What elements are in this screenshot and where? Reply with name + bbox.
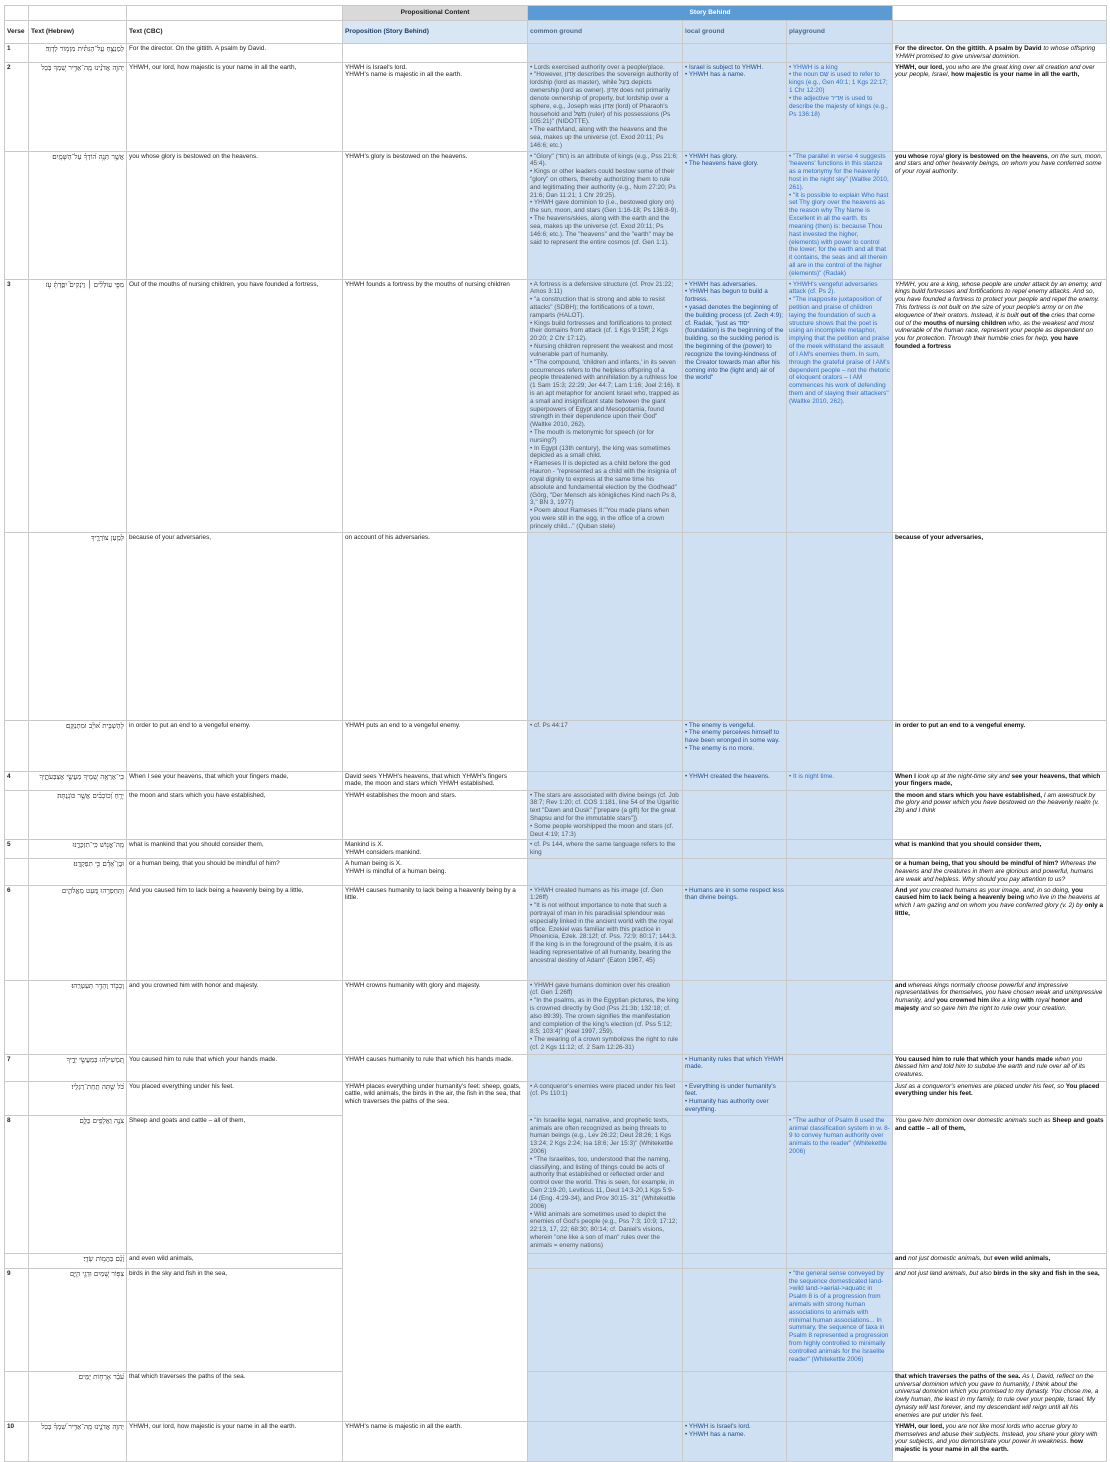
- proposition-cell[interactable]: David sees YHWH's heavens, that which YHWH's fingers made, the moon and stars which YHWH established.: [343, 771, 528, 790]
- cbc-text-cell[interactable]: because of your adversaries,: [127, 532, 343, 720]
- verse-cell[interactable]: 4: [5, 771, 29, 790]
- local-ground-cell[interactable]: • YHWH has adversaries. • YHWH has begun to build a fortress. • yasad denotes the beginning of the building process (cf. Zech 4:9); cf. Radak, "just as יסוד (foundation) is the beginning of the building, so the suckling period is the beginning of the (power) to recognize the loving-kindness of the Creator towards man after his coming into the (light and) air of the world": [683, 279, 787, 532]
- proposition-cell[interactable]: on account of his adversaries.: [343, 532, 528, 720]
- story-cell[interactable]: that which traverses the paths of the sea. As I, David, reflect on the universal dominion which you gave to humanity, I think about the universal dominion which you promised to my dynasty. You chose me, a lowly human, the least in my family, to rule over your people, Israel. My dynasty will last forever, and my descendant will reign until all his enemies are put under his feet.: [893, 1371, 1107, 1421]
- common-ground-cell[interactable]: [528, 532, 683, 720]
- hebrew-text-cell[interactable]: כֹּ֝ל שַׁ֣תָּה תַֽחַת־רַגְלָֽיו׃: [29, 1081, 127, 1115]
- common-ground-cell[interactable]: [528, 1268, 683, 1371]
- header-cbc[interactable]: Text (CBC): [127, 21, 343, 44]
- playground-cell[interactable]: [787, 980, 893, 1054]
- verse-cell[interactable]: [5, 790, 29, 840]
- story-cell[interactable]: because of your adversaries,: [893, 532, 1107, 720]
- hebrew-text-cell[interactable]: לְמַ֥עַן צוֹרְרֶ֑יךָ: [29, 532, 127, 720]
- hebrew-text-cell[interactable]: יְהוָ֥ה אֲדֹנֵ֑ינוּ מָֽה־אַדִּ֥יר שִׁ֝מְךָ֗ בְּכָל: [29, 1421, 127, 1461]
- hebrew-text-cell[interactable]: וּבֶן־אָ֝דָ֗ם כִּ֣י תִפְקְדֶֽנּוּ׃: [29, 859, 127, 885]
- story-cell[interactable]: Just as a conqueror's enemies are placed under his feet, so You placed everything under his feet.: [893, 1081, 1107, 1115]
- table-row: [5, 1268, 1107, 1371]
- common-ground-cell[interactable]: [528, 1253, 683, 1268]
- story-cell[interactable]: and whereas kings normally choose powerful and impressive representatives for themselves, you have chosen weak and unimpressive humanity, and you crowned him like a king with royal honor and majesty and so gave him the right to rule over your creation.: [893, 980, 1107, 1054]
- local-ground-cell[interactable]: • Humanity rules that which YHWH made.: [683, 1054, 787, 1081]
- column-header-row: [5, 21, 1107, 44]
- local-ground-cell[interactable]: • Humans are in some respect less than divine beings.: [683, 885, 787, 980]
- common-ground-cell[interactable]: • The stars are associated with divine beings (cf. Job 38:7; Rev 1:20; cf. COS 1:181, line 54 of the Ugaritic text "Dawn and Dusk" ["prepare (a gift) for the great Shapsu and for the immutable stars"]) • Some people worshipped the moon and stars (cf. Deut 4:19; 17:3): [528, 790, 683, 840]
- table-row: [5, 279, 1107, 532]
- band-empty-cell: [893, 6, 1107, 21]
- header-proposition[interactable]: Proposition (Story Behind): [343, 21, 528, 44]
- story-cell[interactable]: YHWH, our lord, you who are the great king over all creation and over your people, Israel, how majestic is your name in all the earth,: [893, 62, 1107, 151]
- playground-cell[interactable]: • "The author of Psalm 8 used the animal classification system in w. 8-9 to convey human authority over animals to the reader" (Whitekettle 2006): [787, 1115, 893, 1253]
- band-story-behind[interactable]: Story Behind: [528, 6, 893, 21]
- proposition-cell[interactable]: Mankind is X. YHWH considers mankind.: [343, 840, 528, 859]
- verse-cell[interactable]: 10: [5, 1421, 29, 1461]
- verse-cell[interactable]: 6: [5, 885, 29, 980]
- cbc-text-cell[interactable]: and you crowned him with honor and majesty.: [127, 980, 343, 1054]
- local-ground-cell[interactable]: [683, 1268, 787, 1371]
- table-row: [5, 151, 1107, 279]
- local-ground-cell[interactable]: • YHWH created the heavens.: [683, 771, 787, 790]
- common-ground-cell[interactable]: [528, 44, 683, 63]
- proposition-cell[interactable]: YHWH puts an end to a vengeful enemy.: [343, 720, 528, 771]
- cbc-text-cell[interactable]: YHWH, our lord, how majestic is your name in all the earth.: [127, 1421, 343, 1461]
- playground-cell[interactable]: • "The parallel in verse 4 suggests 'heavens' functions in this stanza as a metonymy for the heavenly host in the night sky" (Waltke 2010, 261). • "It is possible to explain Who hast set Thy glory over the heavens as the reason why Thy Name is Excellent in all the earth. Its meaning (then) is: because Thou hast invested the higher, (elements) with power to control the lower; for the earth and all that it contains, the seas and all therein all are in the control of the higher (elements)" (Radak): [787, 151, 893, 279]
- local-ground-cell[interactable]: [683, 1115, 787, 1253]
- proposition-cell[interactable]: YHWH places everything under humanity's feet: sheep, goats, cattle, wild animals, the birds in the air, the fish in the sea, that which traverses the paths of the sea.: [343, 1081, 528, 1421]
- table-row: [5, 1253, 1107, 1268]
- proposition-cell[interactable]: YHWH causes humanity to rule that which his hands made.: [343, 1054, 528, 1081]
- common-ground-cell[interactable]: [528, 859, 683, 885]
- table-row: [5, 1371, 1107, 1421]
- proposition-cell[interactable]: A human being is X. YHWH is mindful of a human being.: [343, 859, 528, 885]
- verse-cell[interactable]: 5: [5, 840, 29, 859]
- verse-cell[interactable]: [5, 532, 29, 720]
- playground-cell[interactable]: [787, 1371, 893, 1421]
- cbc-text-cell[interactable]: in order to put an end to a vengeful enemy.: [127, 720, 343, 771]
- local-ground-cell[interactable]: [683, 44, 787, 63]
- local-ground-cell[interactable]: • Everything is under humanity's feet. • Humanity has authority over everything.: [683, 1081, 787, 1115]
- playground-cell[interactable]: [787, 44, 893, 63]
- table-row: [5, 885, 1107, 980]
- local-ground-cell[interactable]: • The enemy is vengeful. • The enemy perceives himself to have been wronged in some way. • The enemy is no more.: [683, 720, 787, 771]
- table-row: [5, 980, 1107, 1054]
- proposition-cell[interactable]: YHWH's glory is bestowed on the heavens.: [343, 151, 528, 279]
- verse-cell[interactable]: [5, 1371, 29, 1421]
- cbc-text-cell[interactable]: When I see your heavens, that which your fingers made,: [127, 771, 343, 790]
- table-row: [5, 1115, 1107, 1253]
- table-row: [5, 790, 1107, 840]
- hebrew-text-cell[interactable]: וְכָב֖וֹד וְהָדָ֣ר תְּעַטְּרֵֽהוּ׃: [29, 980, 127, 1054]
- hebrew-text-cell[interactable]: יָרֵ֥חַ וְ֝כוֹכָבִ֗ים אֲשֶׁ֣ר כּוֹנָֽנְתָּה׃: [29, 790, 127, 840]
- verse-cell[interactable]: 3: [5, 279, 29, 532]
- common-ground-cell[interactable]: • "Glory" (הוֹד) is an attribute of kings (e.g., Pss 21:6; 45:4). • Kings or other leaders could bestow some of their "glory" on others, thereby authorizing them to rule and legitimating their authority (e.g., Num 27:20; Ps 21:6; Dan 11:21; 1 Chr 29:25). • YHWH gave dominion to (i.e., bestowed glory on) the sun, moon, and stars (Gen 1:16-18; Ps 136:8-9). • The heavens/skies, along with the earth and the sea, makes up the universe (cf. Exod 20:11; Ps 146:6; etc.). The "heavens" and the "earth" may be said to represent the entire cosmos (cf. Gen 1:1).: [528, 151, 683, 279]
- cbc-text-cell[interactable]: that which traverses the paths of the sea.: [127, 1371, 343, 1421]
- hebrew-text-cell[interactable]: צֹנֶ֣ה וַאֲלָפִ֣ים כֻּלָּ֑ם: [29, 1115, 127, 1253]
- table-row: [5, 532, 1107, 720]
- story-cell[interactable]: or a human being, that you should be mindful of him? Whereas the heavens and the creatures in them are glorious and powerful, humans are weak and helpless. Why should you pay attention to us?: [893, 859, 1107, 885]
- verse-cell[interactable]: 7: [5, 1054, 29, 1081]
- cbc-text-cell[interactable]: YHWH, our lord, how majestic is your name in all the earth,: [127, 62, 343, 151]
- story-cell[interactable]: You caused him to rule that which your hands made when you blessed him and told him to subdue the earth and rule over all of its creatures.: [893, 1054, 1107, 1081]
- header-hebrew[interactable]: Text (Hebrew): [29, 21, 127, 44]
- local-ground-cell[interactable]: [683, 1371, 787, 1421]
- local-ground-cell[interactable]: • YHWH has glory. • The heavens have glory.: [683, 151, 787, 279]
- header-local-ground[interactable]: local ground: [683, 21, 787, 44]
- hebrew-text-cell[interactable]: וַתְּחַסְּרֵ֣הוּ מְּ֭עַט מֵאֱלֹהִ֑ים: [29, 885, 127, 980]
- common-ground-cell[interactable]: • YHWH gave humans dominion over his creation (cf. Gen 1:26ff) • "In the psalms, as in the Egyptian pictures, the king is crowned directly by God (Pss 21:3b; 132:18; cf. also 89:39). The crown signifies the manifestation and completion of the king's election (cf. Pss 5:12; 8:5; 103:4)" (Keel 1997, 259). • The wearing of a crown symbolizes the right to rule (cf. 2 Kgs 11:12; cf. 2 Sam 12:26-31): [528, 980, 683, 1054]
- cbc-text-cell[interactable]: You caused him to rule that which your hands made.: [127, 1054, 343, 1081]
- band-empty-cell: [127, 6, 343, 21]
- table-row: [5, 1081, 1107, 1115]
- spreadsheet-table: [4, 5, 1107, 1462]
- band-empty-cell: [5, 6, 29, 21]
- table-row: [5, 1421, 1107, 1461]
- cbc-text-cell[interactable]: Sheep and goats and cattle – all of them,: [127, 1115, 343, 1253]
- header-playground[interactable]: playground: [787, 21, 893, 44]
- hebrew-text-cell[interactable]: לְהַשְׁבִּ֥ית א֝וֹיֵ֗ב וּמִתְנַקֵּֽם׃: [29, 720, 127, 771]
- story-cell[interactable]: When I look up at the night-time sky and see your heavens, that which your fingers made,: [893, 771, 1107, 790]
- story-cell[interactable]: what is mankind that you should consider them,: [893, 840, 1107, 859]
- story-cell[interactable]: YHWH, our lord, you are not like most lords who accrue glory to themselves and abuse their subjects. Instead, you share your glory with your subjects, and you demonstrate your power in weakness. how majestic is your name in all the earth.: [893, 1421, 1107, 1461]
- common-ground-cell[interactable]: • "In Israelite legal, narrative, and prophetic texts, animals are often recognized as being threats to human beings (e.g., Lev 26:22; Deut 28:26; 1 Kgs 13:24; 2 Kgs 2:24; Isa 18:6; Jer 15:3)" (Whitekettle 2006) • "The Israelites, too, understood that the naming, classifying, and listing of things could be acts of authority that established or reflected order and control over the world. This is seen, for example, in Gen 2:19-20, Leviticus 11, Deut 14:3-20,1 Kgs 5:9-14 (Eng. 4:29-34), and Prov 30:15- 31" (Whitekettle 2006) • Wild animals are sometimes used to depict the enemies of God's people (e.g., Pss 7:3; 10:9; 17:12; 22:13, 17, 22; 68:30; 80:14; cf. Daniel's visions, wherein "one like a son of man" rules over the animals = enemy nations): [528, 1115, 683, 1253]
- playground-cell[interactable]: [787, 840, 893, 859]
- common-ground-cell[interactable]: [528, 1371, 683, 1421]
- header-common-ground[interactable]: common ground: [528, 21, 683, 44]
- verse-cell[interactable]: 8: [5, 1115, 29, 1253]
- story-cell[interactable]: and not just land animals, but also birds in the sky and fish in the sea,: [893, 1268, 1107, 1371]
- verse-cell[interactable]: 1: [5, 44, 29, 63]
- proposition-cell[interactable]: YHWH is Israel's lord. YHWH's name is majestic in all the earth.: [343, 62, 528, 151]
- table-row: [5, 720, 1107, 771]
- verse-cell[interactable]: [5, 980, 29, 1054]
- table-row: [5, 44, 1107, 63]
- header-verse[interactable]: Verse: [5, 21, 29, 44]
- story-cell[interactable]: the moon and stars which you have established, I am awestruck by the glory and power which you have bestowed on the heavenly realm (v. 2b) and I think: [893, 790, 1107, 840]
- table-row: [5, 62, 1107, 151]
- verse-cell[interactable]: [5, 720, 29, 771]
- verse-cell[interactable]: [5, 151, 29, 279]
- common-ground-cell[interactable]: [528, 771, 683, 790]
- story-cell[interactable]: you whose royal glory is bestowed on the heavens, on the sun, moon, and stars and other heavenly beings, on whom you have conferred some of your royal authority.: [893, 151, 1107, 279]
- band-propositional-content[interactable]: Propositional Content: [343, 6, 528, 21]
- common-ground-cell[interactable]: • YHWH created humans as his image (cf. Gen 1:26ff) • "It is not without importance to note that such a portrayal of man in his paradisial splendour was especially linked in the ancient world with the royal office. Ezekiel was familiar with this practice in Phoenicia, Ezek. 28:12f; cf. Pss. 72:9; 80:17; 144:3. If the king is in the foreground of the psalm, it is as leading representative of all humanity, bearing the ancestral destiny of Adam" (Eaton 1967, 45): [528, 885, 683, 980]
- verse-cell[interactable]: 9: [5, 1268, 29, 1371]
- common-ground-cell[interactable]: • A conqueror's enemies were placed under his feet (cf. Ps 110:1): [528, 1081, 683, 1115]
- table-row: [5, 771, 1107, 790]
- hebrew-text-cell[interactable]: עֹ֝בֵ֗ר אָרְח֥וֹת יַמִּֽים׃: [29, 1371, 127, 1421]
- local-ground-cell[interactable]: • Israel is subject to YHWH. • YHWH has a name.: [683, 62, 787, 151]
- table-row: [5, 840, 1107, 859]
- common-ground-cell[interactable]: • cf. Ps 44:17: [528, 720, 683, 771]
- proposition-cell[interactable]: YHWH crowns humanity with glory and majesty.: [343, 980, 528, 1054]
- cbc-text-cell[interactable]: you whose glory is bestowed on the heavens.: [127, 151, 343, 279]
- playground-cell[interactable]: [787, 1421, 893, 1461]
- header-story[interactable]: [893, 21, 1107, 44]
- hebrew-text-cell[interactable]: צִפּ֣וֹר שָׁ֭מַיִם וּדְגֵ֣י הַיָּ֑ם: [29, 1268, 127, 1371]
- hebrew-text-cell[interactable]: מִפִּ֤י עֽוֹלְלִ֨ים ׀ וְֽיֹנְקִים֮ יִסַּ֪דְתָּ֫ עֹ֥ז: [29, 279, 127, 532]
- common-ground-cell[interactable]: • A fortress is a defensive structure (cf. Prov 21:22; Amos 3:11) • "a construction that is strong and able to resist attacks" (SDBH); the fortifications of a town, ramparts (HALOT). • Kings build fortresses and fortifications to protect their domains from attack (cf. 1 Kgs 9:15ff; 2 Kgs 20:20; 2 Chr 17:12). • Nursing children represent the weakest and most vulnerable part of humanity. • "The compound, 'children and infants,' in its seven occurrences refers to the helpless offspring of a people threatened with annihilation by a ruthless foe (1 Sam 15:3; 22:29; Jer 44:7; Lam 1:16; Joel 2:16). It is an apt metaphor for ancient Israel who, trapped as a small and insignificant state between the giant superpowers of Egypt and Mesopotamia, found strength in their dependence upon their God" (Waltke 2010, 262). • The mouth is metonymic for speech (or for nursing?) • In Egypt (13th century), the king was sometimes depicted as a small child. • Rameses II is depicted as a child before the god Hauron - "represented as a child with the insignia of royal dignity to express at the same time his absolute and fundamental election by the Godhead" (Görg, "Der Mensch als königliches Kind nach Ps 8, 3," BN 3, 1977) • Poem about Rameses II:"You made plans when you were still in the egg, in the office of a crown princely child..." (Quban stele): [528, 279, 683, 532]
- story-cell[interactable]: and not just domestic animals, but even wild animals,: [893, 1253, 1107, 1268]
- playground-cell[interactable]: [787, 1253, 893, 1268]
- hebrew-text-cell[interactable]: מָֽה־אֱנ֥וֹשׁ כִּֽי־תִזְכְּרֶ֑נּוּ: [29, 840, 127, 859]
- cbc-text-cell[interactable]: birds in the sky and fish in the sea,: [127, 1268, 343, 1371]
- playground-cell[interactable]: [787, 790, 893, 840]
- common-ground-cell[interactable]: [528, 1054, 683, 1081]
- hebrew-text-cell[interactable]: וְ֝גַ֗ם בַּהֲמ֥וֹת שָׂדָֽי׃: [29, 1253, 127, 1268]
- cbc-text-cell[interactable]: And you caused him to lack being a heavenly being by a little,: [127, 885, 343, 980]
- local-ground-cell[interactable]: [683, 532, 787, 720]
- cbc-text-cell[interactable]: the moon and stars which you have established,: [127, 790, 343, 840]
- verse-cell[interactable]: [5, 859, 29, 885]
- playground-cell[interactable]: [787, 885, 893, 980]
- cbc-text-cell[interactable]: Out of the mouths of nursing children, you have founded a fortress,: [127, 279, 343, 532]
- story-cell[interactable]: You gave him dominion over domestic animals such as Sheep and goats and cattle – all of them,: [893, 1115, 1107, 1253]
- cbc-text-cell[interactable]: or a human being, that you should be mindful of him?: [127, 859, 343, 885]
- playground-cell[interactable]: • It is night time.: [787, 771, 893, 790]
- story-cell[interactable]: For the director. On the gittith. A psalm by David to whose offspring YHWH promised to give universal dominion.: [893, 44, 1107, 63]
- table-row: [5, 859, 1107, 885]
- hebrew-text-cell[interactable]: יְהוָ֤ה אֲדֹנֵ֗ינוּ מָֽה־אַדִּ֣יר שִׁ֭מְךָ בְּכָל: [29, 62, 127, 151]
- proposition-cell[interactable]: YHWH's name is majestic in all the earth.: [343, 1421, 528, 1461]
- cbc-text-cell[interactable]: and even wild animals,: [127, 1253, 343, 1268]
- playground-cell[interactable]: [787, 532, 893, 720]
- cbc-text-cell[interactable]: You placed everything under his feet.: [127, 1081, 343, 1115]
- local-ground-cell[interactable]: • YHWH is Israel's lord. • YHWH has a name.: [683, 1421, 787, 1461]
- hebrew-text-cell[interactable]: כִּֽי־אֶרְאֶ֣ה שָׁ֭מֶיךָ מַעֲשֵׂ֣י אֶצְבְּעֹתֶ֑יךָ: [29, 771, 127, 790]
- verse-cell[interactable]: 2: [5, 62, 29, 151]
- playground-cell[interactable]: • YHWH's vengeful adversaries attack (cf. Ps 2). • "The inapposite juxtaposition of petition and praise of children laying the foundation of such a structure shows that the poet is using an incomplete metaphor, implying that the petition and praise of the meek withstand the assault of I AM's enemies them. In sum, through the grateful praise of I AM's dependent people – not the rhetoric of eloquent orators – I AM commences his work of defending them and of slaying their attackers" (Waltke 2010, 262).: [787, 279, 893, 532]
- proposition-cell[interactable]: [343, 44, 528, 63]
- table-row: [5, 1054, 1107, 1081]
- playground-cell[interactable]: • YHWH is a king • the noun שֵׁם is used to refer to kings (e.g., Gen 40:1; 1 Kgs 22:17; 1 Chr 12:20) • the adjective אַדִּיר is used to describe the majesty of kings (e.g., Ps 136:18): [787, 62, 893, 151]
- common-ground-cell[interactable]: • cf. Ps 144, where the same language refers to the king: [528, 840, 683, 859]
- local-ground-cell[interactable]: [683, 980, 787, 1054]
- local-ground-cell[interactable]: [683, 790, 787, 840]
- story-cell[interactable]: in order to put an end to a vengeful enemy.: [893, 720, 1107, 771]
- playground-cell[interactable]: [787, 1081, 893, 1115]
- local-ground-cell[interactable]: [683, 859, 787, 885]
- cbc-text-cell[interactable]: what is mankind that you should consider them,: [127, 840, 343, 859]
- hebrew-text-cell[interactable]: לַמְנַצֵּ֥חַ עַֽל־הַגִּתִּ֗ית מִזְמ֥וֹר לְדָוִֽד׃: [29, 44, 127, 63]
- common-ground-cell[interactable]: • Lords exercised authority over a people/place. • "However, אָדוֹן describes the sovereign authority of lordship (lord as master), while בַּעַל depicts ownership (lord as owner). אָדוֹן does not primarily denote ownership of property, but lordship over a sphere, e.g., Joseph was אָדוֹן (lord) of Pharaoh's household and מֹשֵׁל (ruler) of his possessions (Ps 105:21)" (NIDOTTE). • The earth/land, along with the heavens and the sea, makes up the universe (cf. Exod 20:11; Ps 146:6; etc.): [528, 62, 683, 151]
- band-empty-cell: [29, 6, 127, 21]
- local-ground-cell[interactable]: [683, 840, 787, 859]
- verse-cell[interactable]: [5, 1081, 29, 1115]
- hebrew-text-cell[interactable]: אֲשֶׁ֥ר תְּנָ֥ה ה֝וֹדְךָ֗ עַל־הַשָּׁמָֽיִם׃: [29, 151, 127, 279]
- column-group-band: [5, 6, 1107, 21]
- proposition-cell[interactable]: YHWH founds a fortress by the mouths of nursing children: [343, 279, 528, 532]
- hebrew-text-cell[interactable]: תַּ֭מְשִׁילֵהוּ בְּמַעֲשֵׂ֣י יָדֶ֑יךָ: [29, 1054, 127, 1081]
- proposition-cell[interactable]: YHWH establishes the moon and stars.: [343, 790, 528, 840]
- story-cell[interactable]: And yet you created humans as your image, and, in so doing, you caused him to lack being a heavenly being who live in the heavens at which I am gazing and on whom you have conferred glory (v. 2) by only a little,: [893, 885, 1107, 980]
- story-cell[interactable]: YHWH, you are a king, whose people are under attack by an enemy, and kings build fortresses and fortifications to repel enemy attacks. And so, you have founded a fortress to protect your people and repel the enemy. This fortress is not built on the size of your people's army or on the eloquence of their orators. Instead, it is built out of the cries that come out of the mouths of nursing children who, as the weakest and most vulnerable of the human race, represent your people as dependent on you for protection. Through their humble cries for help, you have founded a fortress: [893, 279, 1107, 532]
- cbc-text-cell[interactable]: For the director. On the gittith. A psalm by David.: [127, 44, 343, 63]
- playground-cell[interactable]: [787, 720, 893, 771]
- playground-cell[interactable]: [787, 1054, 893, 1081]
- common-ground-cell[interactable]: [528, 1421, 683, 1461]
- local-ground-cell[interactable]: [683, 1253, 787, 1268]
- proposition-cell[interactable]: YHWH causes humanity to lack being a heavenly being by a little.: [343, 885, 528, 980]
- playground-cell[interactable]: [787, 859, 893, 885]
- playground-cell[interactable]: • "the general sense conveyed by the sequence domesticated land->wild land->aerial->aquatic in Psalm 8 is of a progression from animals with strong human associations to animals with minimal human associations... In summary, the sequence of taxa in Psalm 8 represented a progression from highly controlled to minimally controlled animals for the Israelite reader" (Whitekettle 2006): [787, 1268, 893, 1371]
- verse-cell[interactable]: [5, 1253, 29, 1268]
